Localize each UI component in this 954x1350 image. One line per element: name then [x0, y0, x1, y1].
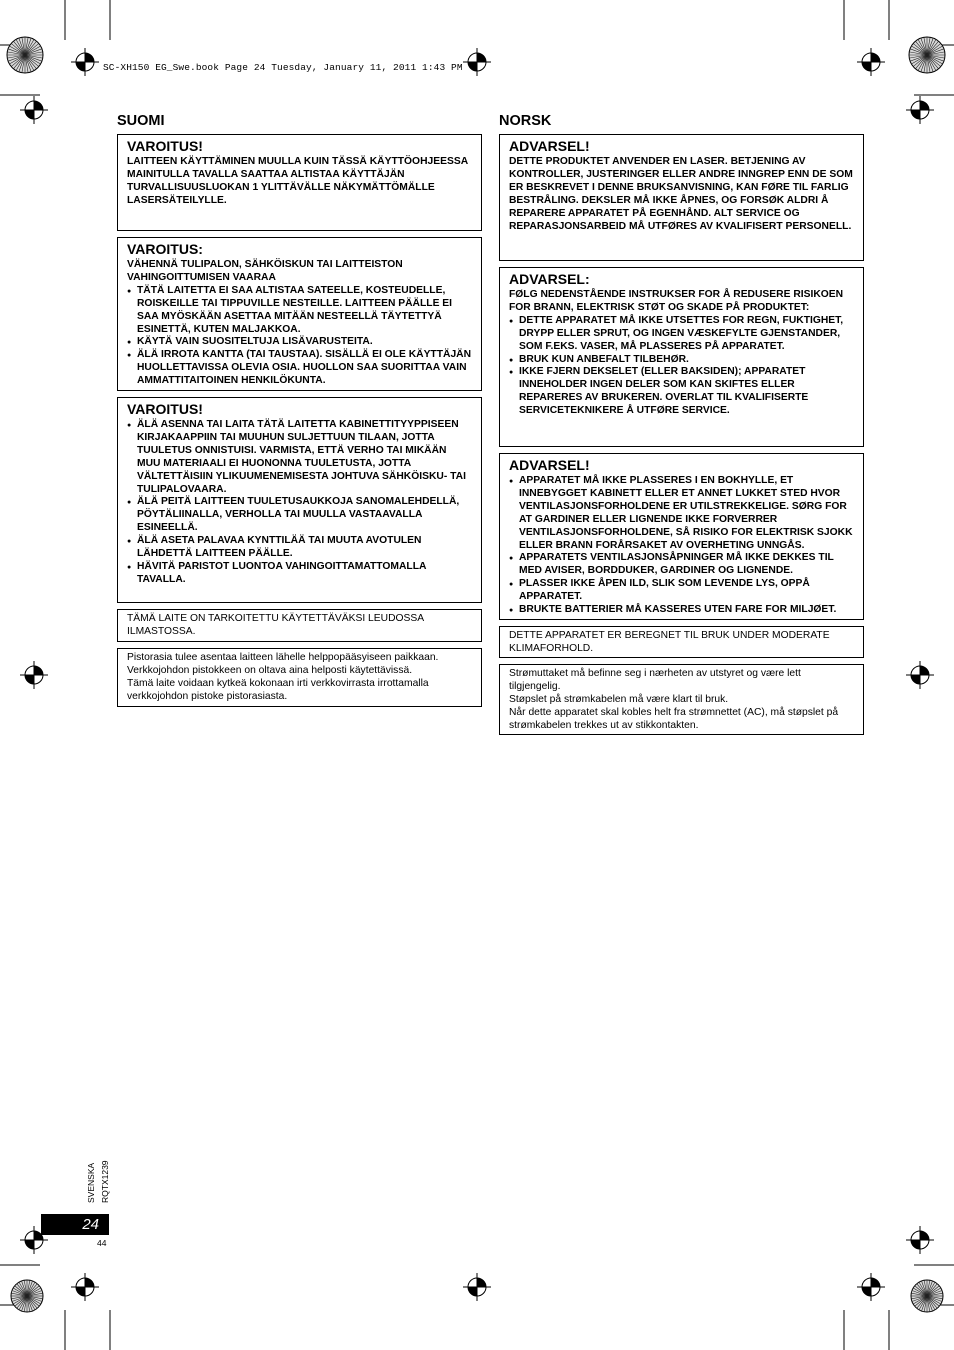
list-item: ● HÄVITÄ PARISTOT LUONTOA VAHINGOITTAMATTOMALLA TAVALLA.: [127, 561, 472, 587]
suomi-warning-ventilation-list: [127, 419, 472, 587]
list-item: ● BRUK KUN ANBEFALT TILBEHØR.: [509, 354, 854, 367]
norsk-mains-note-line: Når dette apparatet skal kobles helt fra strømnettet (AC), må støpslet på strømkabelen trekkes ut av stikkontakten.: [509, 706, 839, 731]
norsk-mains-note-box: [499, 664, 864, 735]
list-item: ● ÄLÄ ASENNA TAI LAITA TÄTÄ LAITETTA KABINETTITYYPPISEEN KIRJAKAAPPIIN TAI MUUHUN SULJETTUUN TILAAN, JOTTA TUULETUS ONNISTUISI. VARMISTA, ETTÄ VERHO TAI MIKÄÄN MUU MATERIAALI EI HUONONNA TUULETUSTA, JOTTA VÄLTETTÄISIIN YLIKUUMENEMISESTA JOHTUVA SÄHKÖISKU- TAI TULIPALOVAARA.: [127, 419, 472, 496]
norsk-climate-note-text: DETTE APPARATET ER BEREGNET TIL BRUK UNDER MODERATE KLIMAFORHOLD.: [509, 630, 830, 654]
suomi-warning-ventilation-box: [117, 397, 482, 603]
norsk-mains-note-line: Støpslet på strømkabelen må være klart til bruk.: [509, 693, 729, 705]
side-label-language: SVENSKA: [86, 1162, 96, 1203]
print-header-line: SC-XH150 EG_Swe.book Page 24 Tuesday, January 11, 2011 1:43 PM: [103, 62, 463, 73]
suomi-climate-note-box: [117, 609, 482, 642]
list-item: ● BRUKTE BATTERIER MÅ KASSERES UTEN FARE FOR MILJØET.: [509, 604, 854, 617]
suomi-warning-fire-list: [127, 285, 472, 388]
suomi-mains-note-box: [117, 648, 482, 707]
list-item: ● PLASSER IKKE ÅPEN ILD, SLIK SOM LEVENDE LYS, OPPÅ APPARATET.: [509, 578, 854, 604]
suomi-warning-laser-text: LAITTEEN KÄYTTÄMINEN MUULLA KUIN TÄSSÄ KÄYTTÖOHJEESSA MAINITULLA TAVALLA SAATTAA ALTISTAA KÄYTTÄJÄN TURVALLISUUSLUOKAN 1 YLITTÄVÄLLE NÄKYMÄTTÖMÄLLE LASERSÄTEILYLLE.: [127, 156, 468, 206]
list-item: ● ÄLÄ PEITÄ LAITTEEN TUULETUSAUKKOJA SANOMALEHDELLÄ, PÖYTÄLIINALLA, VERHOLLA TAI MUULLA VASTAAVALLA ESINEELLÄ.: [127, 496, 472, 535]
list-item: ● KÄYTÄ VAIN SUOSITELTUJA LISÄVARUSTEITA.: [127, 336, 472, 349]
list-item: ● ÄLÄ ASETA PALAVAA KYNTTILÄÄ TAI MUUTA AVOTULEN LÄHDETTÄ LAITTEEN PÄÄLLE.: [127, 535, 472, 561]
suomi-title: SUOMI: [117, 113, 165, 129]
norsk-warning-fire-intro: FØLG NEDENSTÅENDE INSTRUKSER FOR Å REDUSERE RISIKOEN FOR BRANN, ELEKTRISK STØT OG SKADE PÅ PRODUKTET:: [509, 289, 844, 313]
norsk-warning-fire-title: ADVARSEL:: [509, 271, 590, 287]
suomi-climate-note-text: TÄMÄ LAITE ON TARKOITETTU KÄYTETTÄVÄKSI LEUDOSSA ILMASTOSSA.: [127, 613, 424, 637]
suomi-mains-note-line: Verkkojohdon pistokkeen on oltava aina helposti käytettävissä.: [127, 664, 413, 676]
suomi-warning-ventilation-title: VAROITUS!: [127, 401, 203, 417]
suomi-warning-fire-title: VAROITUS:: [127, 241, 203, 257]
list-item: ● TÄTÄ LAITETTA EI SAA ALTISTAA SATEELLE, KOSTEUDELLE, ROISKEILLE TAI TIPPUVILLE NESTEILLE. LAITTEEN PÄÄLLE EI SAA MYÖSKÄÄN ASETTAA MITÄÄN NESTEELLÄ TÄYTETTYÄ ESINETTÄ, KUTEN MALJAKKOA.: [127, 285, 472, 337]
suomi-warning-laser-box: [117, 134, 482, 231]
list-item: ● IKKE FJERN DEKSELET (ELLER BAKSIDEN); APPARATET INNEHOLDER INGEN DELER SOM KAN SKIFTES ELLER REPARERES AV BRUKEREN. OVERLAT TIL KVALIFISERTE SERVICETEKNIKERE Å UTFØRE SERVICE.: [509, 366, 854, 418]
suomi-warning-laser-title: VAROITUS!: [127, 138, 203, 154]
norsk-mains-note-line: Strømuttaket må befinne seg i nærheten av utstyret og være lett tilgjengelig.: [509, 668, 801, 692]
suomi-warning-fire-box: [117, 237, 482, 391]
norsk-warning-ventilation-box: [499, 453, 864, 620]
norsk-warning-ventilation-title: ADVARSEL!: [509, 457, 590, 473]
suomi-warning-fire-intro: VÄHENNÄ TULIPALON, SÄHKÖISKUN TAI LAITTEISTON VAHINGOITTUMISEN VAARAA: [127, 259, 403, 283]
norsk-climate-note-box: [499, 626, 864, 658]
page-number-badge: 24: [41, 1214, 109, 1235]
norsk-warning-laser-box: [499, 134, 864, 261]
norsk-warning-fire-list: [509, 315, 854, 418]
side-label-code: RQTX1239: [100, 1160, 110, 1203]
norsk-warning-ventilation-list: [509, 475, 854, 617]
norsk-warning-laser-title: ADVARSEL!: [509, 138, 590, 154]
list-item: ● ÄLÄ IRROTA KANTTA (TAI TAUSTAA). SISÄLLÄ EI OLE KÄYTTÄJÄN HUOLLETTAVISSA OLEVIA OSIA. HUOLLON SAA SUORITTAA VAIN AMMATTITAITOINEN HENKILÖKUNTA.: [127, 349, 472, 388]
list-item: ● APPARATET MÅ IKKE PLASSERES I EN BOKHYLLE, ET INNEBYGGET KABINETT ELLER ET ANNET LUKKET STED HVOR VENTILASJONSFORHOLDENE ER UTILSTREKKELIGE. SØRG FOR AT GARDINER ELLER LIGNENDE IKKE FORVERRER VENTILASJONSFORHOLDENE, SÅ RISIKO FOR ELEKTRISK SJOKK ELLER BRANN FORÅRSAKET AV OVERHETING UNNGÅS.: [509, 475, 854, 552]
page-small-number: 44: [97, 1238, 107, 1248]
suomi-mains-note-line: Tämä laite voidaan kytkeä kokonaan irti verkkovirrasta irrottamalla verkkojohdon pistoke pistorasiasta.: [127, 677, 429, 702]
norsk-title: NORSK: [499, 113, 552, 129]
suomi-mains-note-line: Pistorasia tulee asentaa laitteen lähelle helppopääsyiseen paikkaan.: [127, 652, 439, 663]
list-item: ● DETTE APPARATET MÅ IKKE UTSETTES FOR REGN, FUKTIGHET, DRYPP ELLER SPRUT, OG INGEN VÆSKEFYLTE GJENSTANDER, SOM F.EKS. VASER, MÅ PLASSERES PÅ APPARATET.: [509, 315, 854, 354]
suomi-column: [117, 113, 482, 713]
list-item: ● APPARATETS VENTILASJONSÅPNINGER MÅ IKKE DEKKES TIL MED AVISER, BORDDUKER, GARDINER OG LIGNENDE.: [509, 552, 854, 578]
norsk-column: [499, 113, 864, 741]
norsk-warning-laser-text: DETTE PRODUKTET ANVENDER EN LASER. BETJENING AV KONTROLLER, JUSTERINGER ELLER ANDRE INNGREP ENN DE SOM ER BESKREVET I DENNE BRUKSANVISNING, KAN FØRE TIL FARLIG BESTRÅLING. DEKSLER MÅ IKKE ÅPNES, OG FORSØK ALDRI Å REPARERE APPARATET PÅ EGENHÅND. ALT SERVICE OG REPARASJONSARBEID MÅ UTFØRES AV KVALIFISERT PERSONELL.: [509, 156, 853, 232]
norsk-warning-fire-box: [499, 267, 864, 447]
